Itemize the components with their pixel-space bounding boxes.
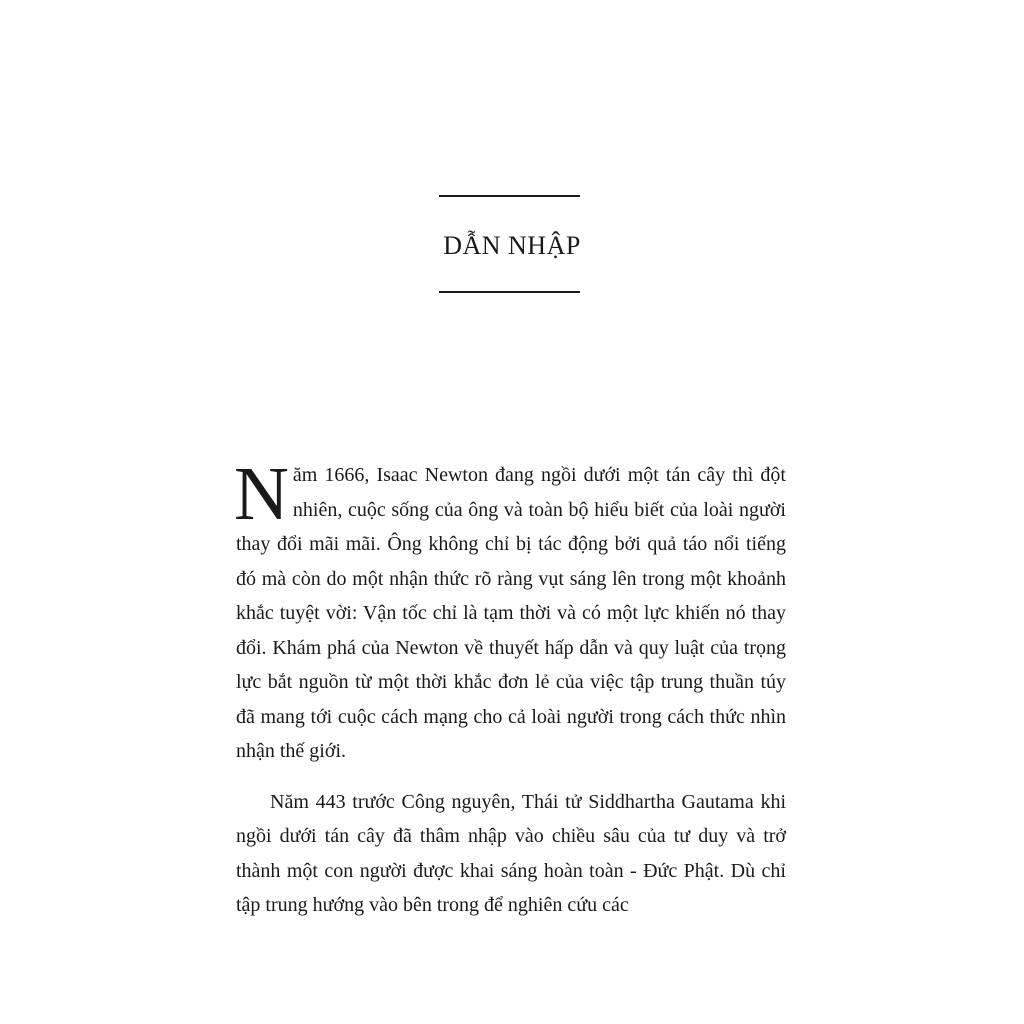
paragraph-1 [234,452,786,769]
paragraph-1-text: ăm 1666, Isaac Newton đang ngồi dưới một tán cây thì đột nhiên, cuộc sống của ông và toàn bộ hiểu biết của loài người thay đổi mãi mãi. Ông không chỉ bị tác động bởi quả táo nổi tiếng đó mà còn do một nhận thức rõ ràng vụt sáng lên trong một khoảnh khắc tuyệt vời: Vận tốc chỉ là tạm thời và có một lực khiến nó thay đổi. Khám phá của Newton về thuyết hấp dẫn và quy luật của trọng lực bắt nguồn từ một thời khắc đơn lẻ của việc tập trung thuần túy đã mang tới cuộc cách mạng cho cả loài người trong cách thức nhìn nhận thế giới. [236,464,786,762]
body-text [234,452,786,923]
paragraph-2: Năm 443 trước Công nguyên, Thái tử Siddhartha Gautama khi ngồi dưới tán cây đã thâm nhập vào chiều sâu của tư duy và trở thành một con người được khai sáng hoàn toàn - Đức Phật. Dù chỉ tập trung hướng vào bên trong để nghiên cứu các [236,790,786,916]
drop-cap: N [234,452,289,536]
title-rule-bottom [439,291,580,293]
title-rule-top [439,195,580,197]
chapter-title: DẪN NHẬP [443,231,581,260]
